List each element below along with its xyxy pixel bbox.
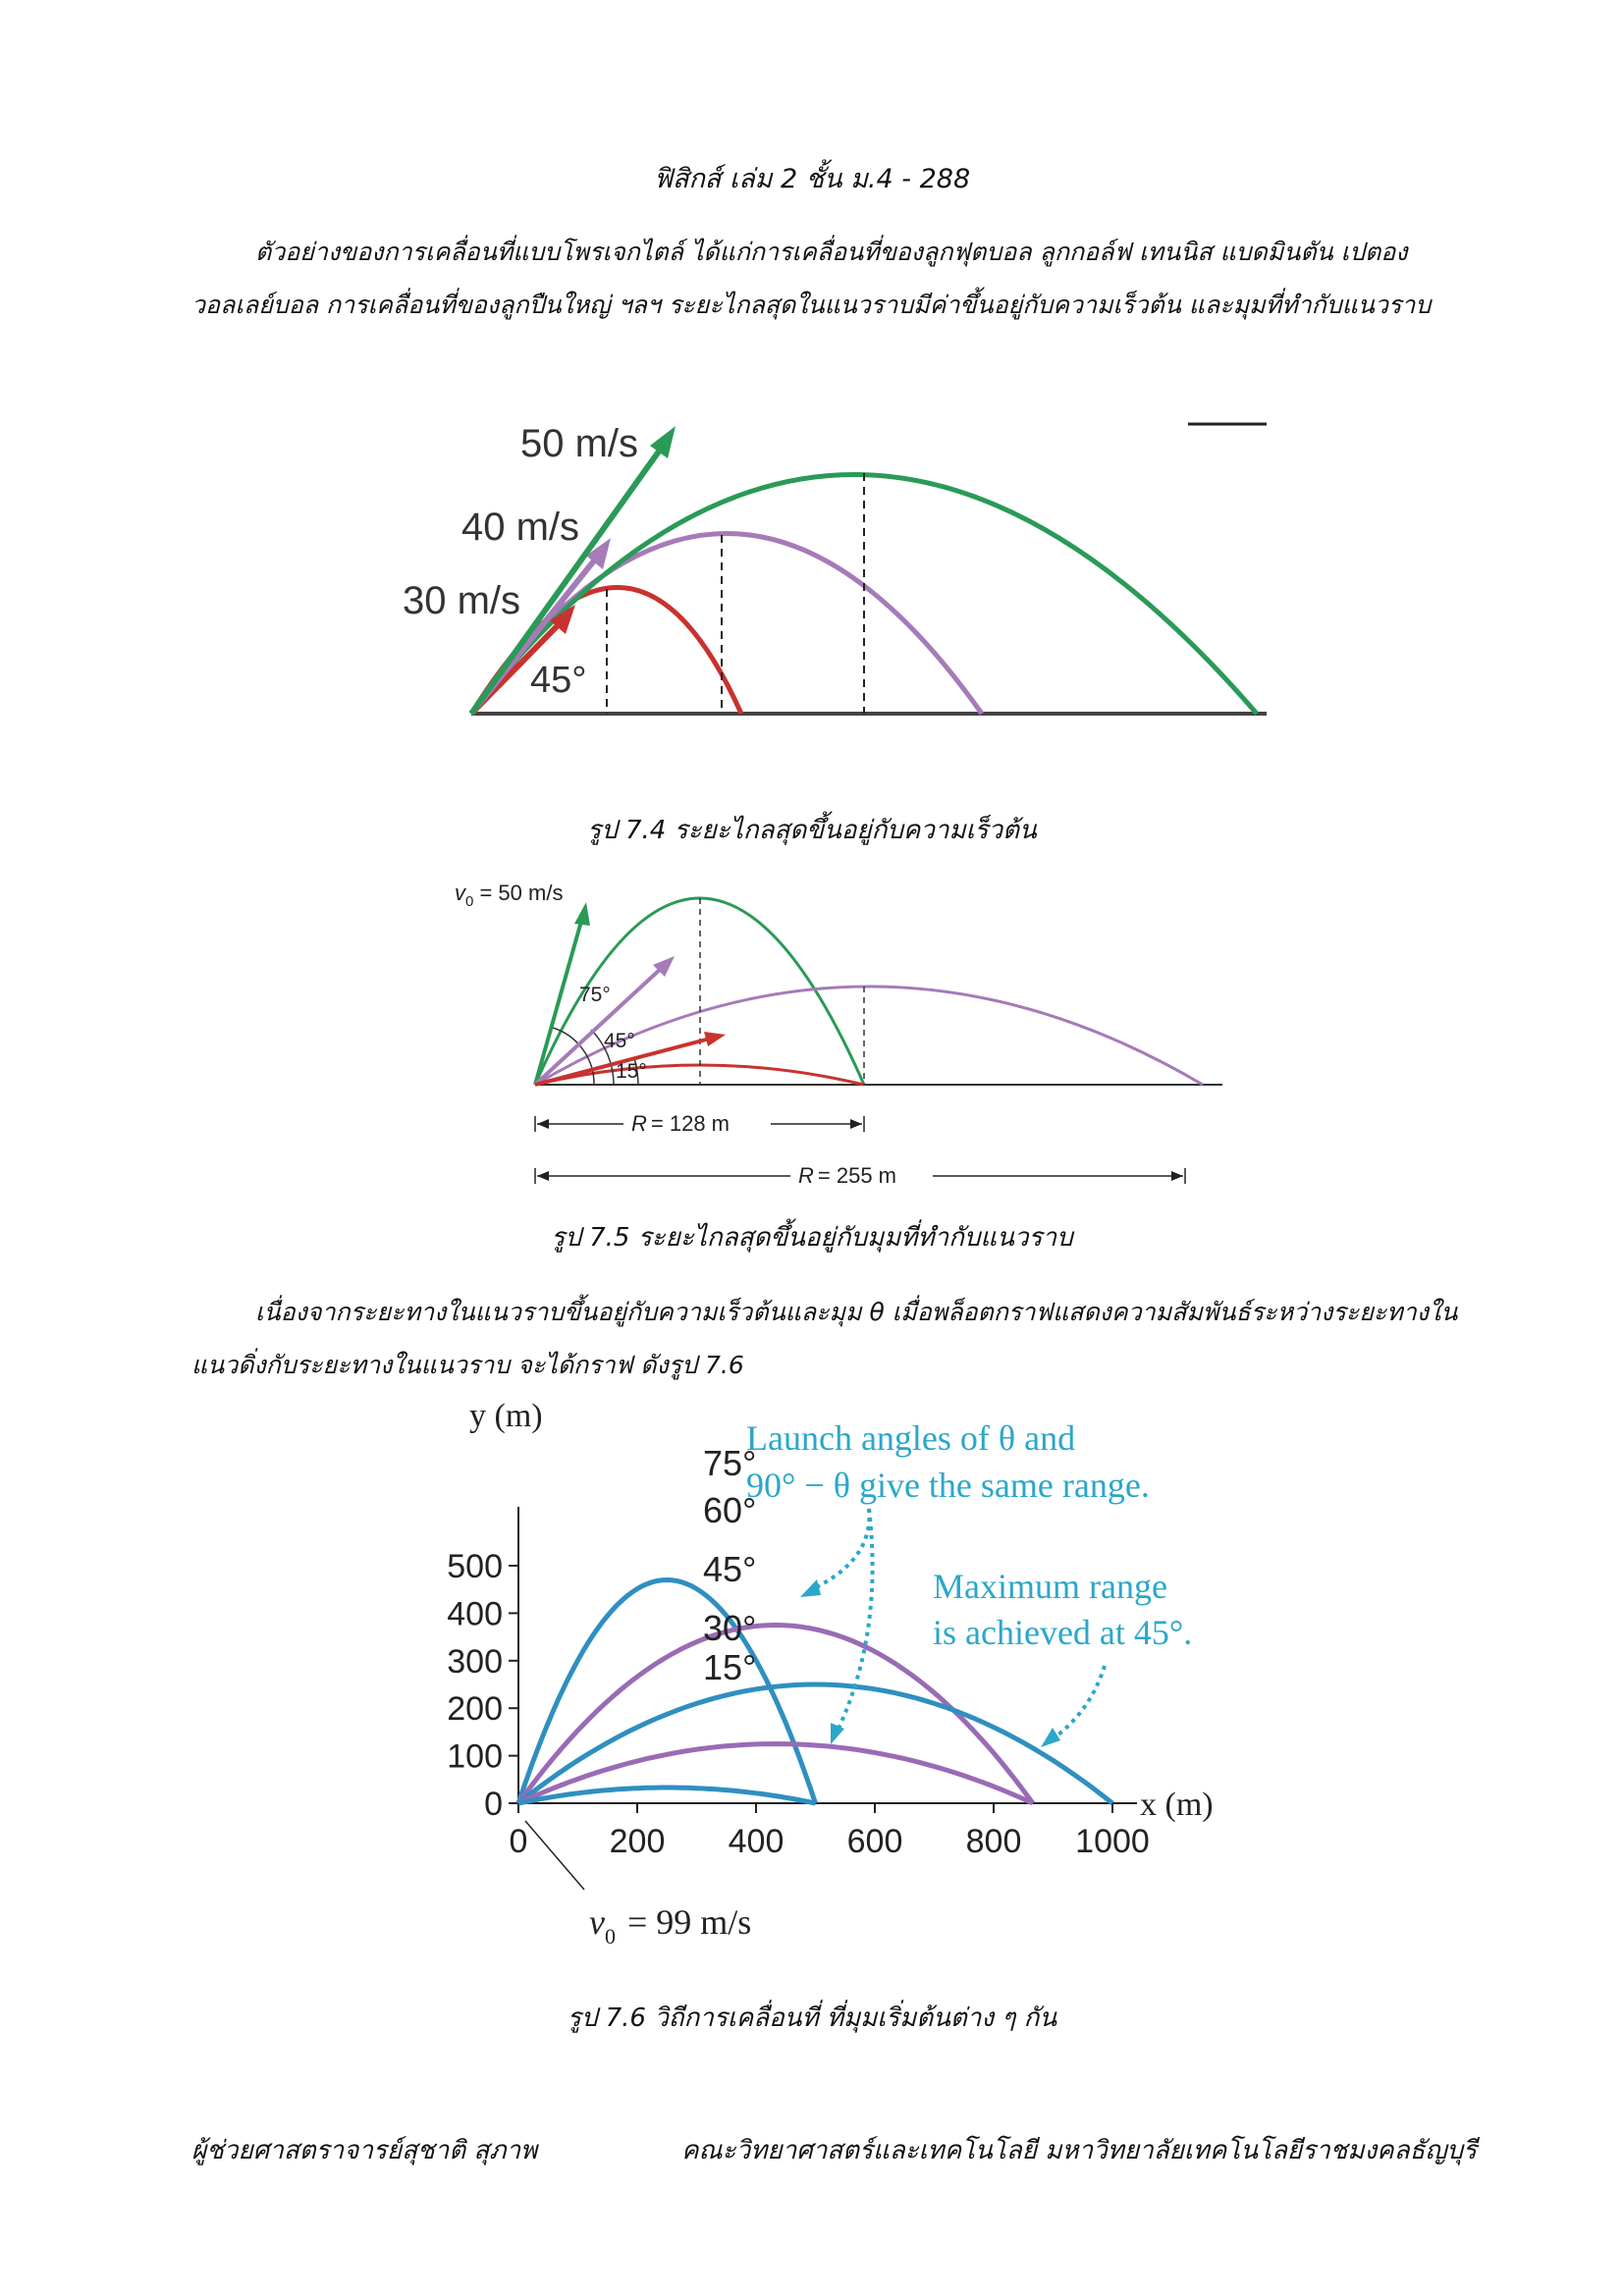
x-tick-label: 600	[846, 1823, 903, 1860]
angle-75-label: 75°	[579, 984, 611, 1006]
trajectory-15-deg	[518, 1788, 816, 1803]
x-tick-label: 400	[728, 1823, 785, 1860]
x-axis-label: x (m)	[1140, 1787, 1214, 1823]
y-tick-label: 100	[447, 1737, 503, 1776]
range-255-label	[798, 1163, 896, 1188]
range-128-label	[631, 1111, 730, 1136]
note-2-line-2: is achieved at 45°.	[933, 1613, 1193, 1652]
chart-axes	[518, 1507, 1137, 1803]
arrow-75	[535, 918, 582, 1085]
arrow-75-head	[574, 902, 590, 926]
body-text: เนื่องจากระยะทางในแนวราบขึ้นอยู่กับความเร็วต้นและมุม θ เมื่อพล็อตกราฟแสดงความสัมพันธ์ระหว่างระยะทางในแนวดิ่งกับระยะทางในแนวราบ จะได้กราฟ ดังรูป 7.6	[191, 1298, 1458, 1379]
angle-45-label: 45°	[604, 1030, 635, 1052]
arrowhead	[537, 1119, 549, 1129]
v0-subscript: 0	[465, 893, 474, 910]
label-40: 40 m/s	[461, 506, 580, 549]
footer-author: ผู้ช่วยศาสตราจารย์สุชาติ สุภาพ	[191, 2136, 538, 2165]
y-tick-label: 500	[447, 1548, 503, 1585]
angle-label: 45°	[703, 1549, 757, 1589]
label-30: 30 m/s	[403, 579, 521, 622]
y-tick-label: 200	[447, 1690, 503, 1729]
note-1-pointer	[837, 1509, 873, 1733]
v0-label	[455, 881, 563, 910]
figure-7-5	[447, 859, 1232, 1193]
intro-text: ตัวอย่างของการเคลื่อนที่แบบโพรเจกไตล์ ได้แก่การเคลื่อนที่ของลูกฟุตบอล ลูกกอล์ฟ เทนนิส แบดมินตัน เปตอง วอลเลย์บอล การเคลื่อนที่ของลูกปืนใหญ่ ฯลฯ ระยะไกลสุดในแนวราบมีค่าขึ้นอยู่กับความเร็วต้น และมุมที่ทำกับแนวราบ	[191, 238, 1432, 319]
v0-value: = 99 m/s	[626, 1902, 752, 1942]
label-50: 50 m/s	[520, 422, 639, 465]
angle-label: 75°	[703, 1443, 757, 1483]
angle-label: 60°	[703, 1490, 757, 1530]
arrowhead	[850, 1119, 862, 1129]
angle-label: 15°	[703, 1647, 757, 1687]
arrowhead	[1171, 1171, 1183, 1181]
angle-label: 45°	[530, 660, 587, 701]
note-1-pointer	[810, 1509, 869, 1590]
note-2-line-1: Maximum range	[933, 1567, 1167, 1606]
note-1-line-1: Launch angles of θ and	[746, 1418, 1076, 1458]
note-1-pointer-head	[831, 1723, 844, 1744]
v0-symbol: v	[455, 881, 465, 905]
note-1-pointer-head	[800, 1579, 821, 1597]
v0-value: = 50 m/s	[473, 881, 564, 905]
caption-7-6: รูป 7.6 วิถีการเคลื่อนที่ ที่มุมเริ่มต้นต่าง ๆ กัน	[567, 2003, 1057, 2033]
v0-symbol: v	[589, 1902, 605, 1942]
note-2-pointer-head	[1041, 1728, 1060, 1747]
v0-subscript: 0	[604, 1924, 616, 1949]
range-value: = 255 m	[817, 1163, 896, 1188]
x-tick-label: 800	[965, 1823, 1022, 1860]
y-tick-label: 300	[447, 1642, 503, 1681]
caption-7-4: รูป 7.4 ระยะไกลสุดขึ้นอยู่กับความเร็วต้น	[587, 816, 1037, 845]
intro-paragraph	[191, 226, 1478, 332]
x-tick-label: 0	[509, 1823, 528, 1860]
y-tick-label: 0	[484, 1786, 503, 1823]
page-header: ฟิสิกส์ เล่ม 2 ชั้น ม.4 - 288	[653, 164, 971, 194]
note-2-pointer	[1051, 1666, 1105, 1740]
angle-15-label: 15°	[616, 1060, 647, 1083]
figure-7-6	[412, 1389, 1276, 1949]
range-symbol: R	[631, 1111, 647, 1136]
caption-7-5: รูป 7.5 ระยะไกลสุดขึ้นอยู่กับมุมที่ทำกับแนวราบ	[551, 1223, 1073, 1253]
range-value: = 128 m	[650, 1111, 730, 1136]
y-tick-label: 400	[447, 1595, 503, 1633]
footer-institution: คณะวิทยาศาสตร์และเทคโนโลยี มหาวิทยาลัยเทคโนโลยีราชมงคลธัญบุรี	[681, 2136, 1477, 2165]
v0-pointer	[525, 1821, 584, 1890]
angle-label: 30°	[703, 1608, 757, 1648]
arrow-15-head	[704, 1032, 726, 1046]
x-tick-label: 1000	[1075, 1823, 1150, 1860]
v0-label	[589, 1902, 751, 1949]
arrowhead	[537, 1171, 549, 1181]
figure-7-4	[383, 412, 1286, 736]
x-tick-label: 200	[609, 1823, 666, 1860]
range-symbol: R	[798, 1163, 814, 1188]
y-axis-label: y (m)	[469, 1398, 543, 1434]
body-paragraph	[191, 1286, 1478, 1392]
note-1-line-2: 90° − θ give the same range.	[746, 1466, 1150, 1505]
